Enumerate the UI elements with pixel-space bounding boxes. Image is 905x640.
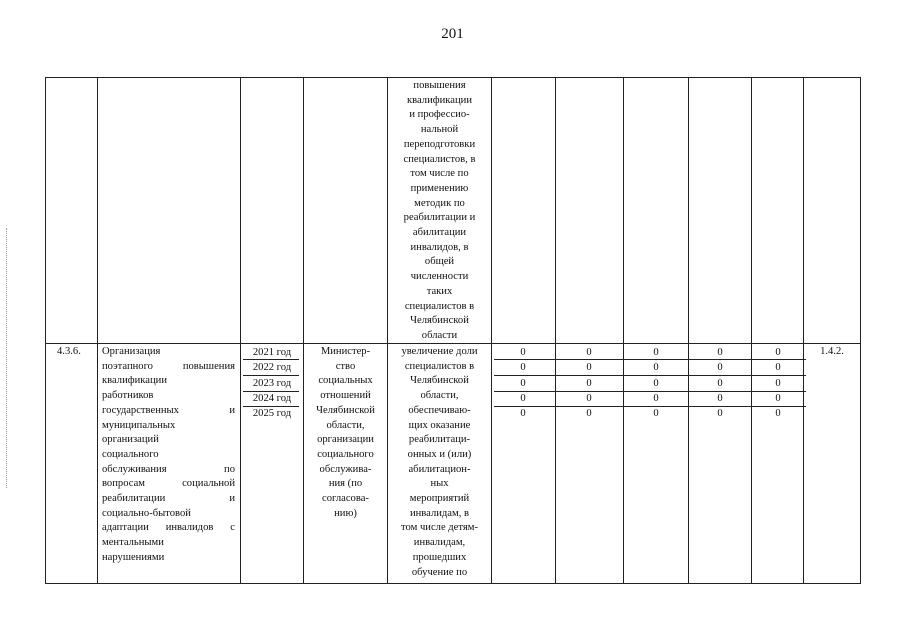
funding-column-3: 0 0 0 0 0 [653, 347, 659, 420]
funding-column-1: 0 0 0 0 0 [520, 347, 526, 420]
funding-column-2: 0 0 0 0 0 [586, 347, 592, 420]
funding-column-5: 0 0 0 0 0 [775, 347, 781, 420]
years-list: 2021 год 2022 год 2023 год 2024 год 2025 год [252, 347, 292, 420]
page-number: 201 [441, 26, 464, 42]
reference-code: 1.4.2. [820, 346, 844, 357]
continued-indicator-text: повышения квалификации и профессио- нальной переподготовки специалистов, в том числе по применению методик по реабилитации и абилитации инвалидов, в общей численности таких специалистов в Челябинской области [403, 80, 476, 341]
executor-text: Министер- ство социальных отношений Челябинской области, организации социального обслужива- ния (по согласова- нию) [316, 346, 375, 519]
funding-column-4: 0 0 0 0 0 [717, 347, 723, 420]
row-number: 4.3.6. [57, 346, 81, 357]
measure-title: Организация поэтапного повышения квалификации работников государственных и муниципальных организаций социального обслуживания по вопросам социальной реабилитации и социально-бытовой адаптации инвалидов с ментальными нарушениями [102, 346, 235, 563]
indicator-text: увеличение доли специалистов в Челябинской области, обеспечиваю- щих оказание реабилитаци- онных и (или) абилитацион- ных мероприятий инвалидам, в том числе детям- инвалидам, прошедших обучение по [401, 346, 478, 578]
margin-dotted-line [6, 228, 8, 488]
